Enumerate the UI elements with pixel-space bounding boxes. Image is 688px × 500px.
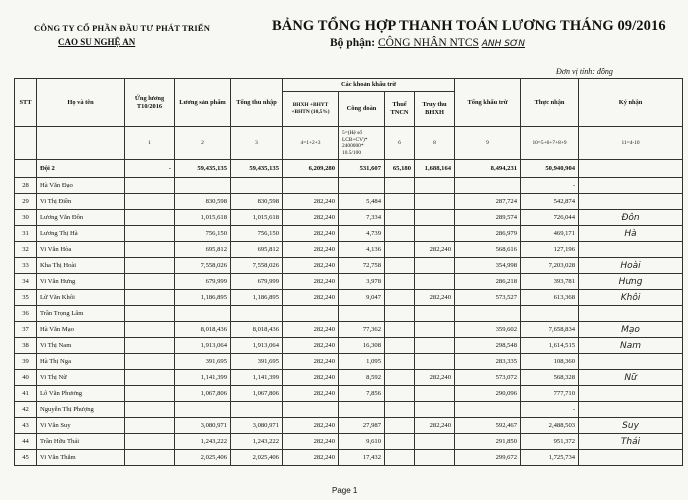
collect-bhxh-value	[415, 434, 455, 450]
signature: Đôn	[579, 210, 683, 226]
collect-bhxh-value	[415, 194, 455, 210]
header-product-salary: Lương sản phẩm	[175, 79, 231, 127]
header-collect-bhxh: Truy thu BHXH	[415, 92, 455, 127]
tax-value	[385, 370, 415, 386]
employee-name: Hà Thị Nga	[37, 354, 125, 370]
total-income-value: 830,598	[231, 194, 283, 210]
index-cell: 6	[385, 127, 415, 160]
total-deduct-value	[455, 178, 521, 194]
union-value: 9,047	[339, 290, 385, 306]
collect-bhxh-value	[415, 386, 455, 402]
product-salary-value: 1,141,399	[175, 370, 231, 386]
page-number: Page 1	[332, 486, 358, 495]
tax-value	[385, 322, 415, 338]
advance-value	[125, 322, 175, 338]
signature	[579, 386, 683, 402]
header-total-income: Tổng thu nhập	[231, 79, 283, 127]
total-income-value: 3,080,971	[231, 418, 283, 434]
row-stt: 43	[15, 418, 37, 434]
employee-name: Vi Văn Hòa	[37, 242, 125, 258]
insurance-value: 282,240	[283, 242, 339, 258]
signature: Hưng	[579, 274, 683, 290]
table-row	[15, 290, 683, 306]
total-deduct-value: 592,467	[455, 418, 521, 434]
tax-value	[385, 338, 415, 354]
currency-unit: Đơn vị tính: đồng	[556, 67, 613, 76]
net-value: 726,044	[521, 210, 579, 226]
advance-value	[125, 370, 175, 386]
table-row	[15, 258, 683, 274]
header-advance: Ứng lương T10/2016	[125, 79, 175, 127]
employee-name: Vi Văn Suy	[37, 418, 125, 434]
collect-bhxh-value: 282,240	[415, 290, 455, 306]
insurance-value: 282,240	[283, 194, 339, 210]
employee-name: Hà Văn Đạo	[37, 178, 125, 194]
row-stt: 40	[15, 370, 37, 386]
row-stt: 35	[15, 290, 37, 306]
row-stt: 44	[15, 434, 37, 450]
total-income-value: 679,999	[231, 274, 283, 290]
employee-name: Lương Văn Đôn	[37, 210, 125, 226]
total-deduct-value: 298,548	[455, 338, 521, 354]
team-total-row	[15, 160, 683, 178]
department-label: Bộ phận:	[330, 37, 376, 49]
advance-value	[125, 418, 175, 434]
total-deduct-value	[455, 306, 521, 322]
table-row	[15, 242, 683, 258]
employee-name: Vi Thị Nam	[37, 338, 125, 354]
advance-value	[125, 226, 175, 242]
advance-value	[125, 290, 175, 306]
union-value: 5,484	[339, 194, 385, 210]
index-cell	[37, 127, 125, 160]
row-stt: 41	[15, 386, 37, 402]
total-income-value: 695,812	[231, 242, 283, 258]
union-value: 16,308	[339, 338, 385, 354]
advance-value	[125, 306, 175, 322]
total-deduct-value: 291,850	[455, 434, 521, 450]
product-salary-value: 2,025,406	[175, 450, 231, 466]
total-income-value: 1,015,618	[231, 210, 283, 226]
advance-value	[125, 386, 175, 402]
union-value: 7,856	[339, 386, 385, 402]
product-salary-value	[175, 178, 231, 194]
product-salary-value: 391,695	[175, 354, 231, 370]
insurance-value: 282,240	[283, 290, 339, 306]
advance-value	[125, 178, 175, 194]
advance-value	[125, 274, 175, 290]
tax-value	[385, 418, 415, 434]
row-stt: 30	[15, 210, 37, 226]
total-income-value: 1,243,222	[231, 434, 283, 450]
signature	[579, 450, 683, 466]
product-salary-value: 1,243,222	[175, 434, 231, 450]
employee-name: Lô Văn Phương	[37, 386, 125, 402]
total-deduct-value: 289,574	[455, 210, 521, 226]
insurance-value	[283, 402, 339, 418]
advance-value	[125, 338, 175, 354]
total-income-value: 756,150	[231, 226, 283, 242]
document-title: BẢNG TỔNG HỢP THANH TOÁN LƯƠNG THÁNG 09/2016	[272, 18, 666, 34]
tax-value	[385, 258, 415, 274]
row-stt: 32	[15, 242, 37, 258]
index-cell: 2	[175, 127, 231, 160]
insurance-value: 282,240	[283, 386, 339, 402]
tax-value	[385, 306, 415, 322]
union-value: 1,095	[339, 354, 385, 370]
table-row	[15, 418, 683, 434]
employee-name: Trần Hữu Thái	[37, 434, 125, 450]
employee-name: Lữ Văn Khôi	[37, 290, 125, 306]
table-row	[15, 386, 683, 402]
total-net: 50,940,904	[521, 160, 579, 178]
tax-value	[385, 354, 415, 370]
row-stt: 39	[15, 354, 37, 370]
product-salary-value: 1,186,895	[175, 290, 231, 306]
product-salary-value: 1,067,806	[175, 386, 231, 402]
employee-name: Vi Văn Thắm	[37, 450, 125, 466]
total-income-value: 8,018,436	[231, 322, 283, 338]
row-stt: 33	[15, 258, 37, 274]
union-value: 9,610	[339, 434, 385, 450]
product-salary-value: 695,812	[175, 242, 231, 258]
total-deduct-value: 568,616	[455, 242, 521, 258]
advance-value	[125, 258, 175, 274]
net-value: 7,658,834	[521, 322, 579, 338]
header-name: Họ và tên	[37, 79, 125, 127]
insurance-value: 282,240	[283, 354, 339, 370]
total-income-value: 2,025,406	[231, 450, 283, 466]
signature	[579, 178, 683, 194]
total-deduct-value: 283,335	[455, 354, 521, 370]
total-collect: 1,688,164	[415, 160, 455, 178]
tax-value	[385, 434, 415, 450]
tax-value	[385, 450, 415, 466]
total-income: 59,435,135	[231, 160, 283, 178]
row-stt: 28	[15, 178, 37, 194]
collect-bhxh-value	[415, 306, 455, 322]
advance-value	[125, 242, 175, 258]
collect-bhxh-value	[415, 338, 455, 354]
advance-value	[125, 210, 175, 226]
index-cell: 5=(Hệ số LCB+CV)* 2400000* 10.5/100	[339, 127, 385, 160]
product-salary-value: 679,999	[175, 274, 231, 290]
net-value: 1,614,515	[521, 338, 579, 354]
insurance-value: 282,240	[283, 258, 339, 274]
total-deduct-value: 354,998	[455, 258, 521, 274]
net-value: 1,725,734	[521, 450, 579, 466]
signature: Khôi	[579, 290, 683, 306]
total-deduct-value: 573,527	[455, 290, 521, 306]
signature: Hà	[579, 226, 683, 242]
total-income-value	[231, 178, 283, 194]
row-stt: 42	[15, 402, 37, 418]
net-value: 777,710	[521, 386, 579, 402]
union-value	[339, 178, 385, 194]
total-deduct: 8,494,231	[455, 160, 521, 178]
advance-value	[125, 434, 175, 450]
row-stt: 45	[15, 450, 37, 466]
table-row	[15, 338, 683, 354]
insurance-value: 282,240	[283, 322, 339, 338]
net-value: -	[521, 178, 579, 194]
collect-bhxh-value	[415, 450, 455, 466]
header-tax: Thuế TNCN	[385, 92, 415, 127]
signature: Hoài	[579, 258, 683, 274]
row-stt: 38	[15, 338, 37, 354]
header-net: Thực nhận	[521, 79, 579, 127]
tax-value	[385, 274, 415, 290]
payroll-table	[14, 78, 683, 466]
total-deduct-value: 290,096	[455, 386, 521, 402]
table-row	[15, 306, 683, 322]
index-cell	[15, 127, 37, 160]
insurance-value: 282,240	[283, 338, 339, 354]
signature	[579, 306, 683, 322]
employee-name: Nguyễn Thị Phượng	[37, 402, 125, 418]
net-value: 108,360	[521, 354, 579, 370]
total-deduct-value: 286,218	[455, 274, 521, 290]
header-stt: STT	[15, 79, 37, 127]
index-cell: 8	[415, 127, 455, 160]
total-insurance: 6,209,280	[283, 160, 339, 178]
collect-bhxh-value	[415, 210, 455, 226]
total-deduct-value: 286,979	[455, 226, 521, 242]
total-deduct-value: 287,724	[455, 194, 521, 210]
union-value: 27,987	[339, 418, 385, 434]
subcompany-name: CAO SU NGHỆ AN	[58, 37, 136, 47]
union-value: 77,362	[339, 322, 385, 338]
signature: Mạo	[579, 322, 683, 338]
employee-name: Hà Văn Mạo	[37, 322, 125, 338]
product-salary-value	[175, 402, 231, 418]
total-deduct-value: 573,072	[455, 370, 521, 386]
insurance-value: 282,240	[283, 418, 339, 434]
net-value: 469,171	[521, 226, 579, 242]
total-deduct-value: 299,672	[455, 450, 521, 466]
signature	[579, 194, 683, 210]
table-row	[15, 226, 683, 242]
product-salary-value: 1,913,064	[175, 338, 231, 354]
signature	[579, 242, 683, 258]
total-income-value: 391,695	[231, 354, 283, 370]
total-income-value: 1,186,895	[231, 290, 283, 306]
net-value	[521, 306, 579, 322]
total-advance: -	[125, 160, 175, 178]
index-cell: 4=1+2+3	[283, 127, 339, 160]
header-union: Công đoàn	[339, 92, 385, 127]
collect-bhxh-value	[415, 322, 455, 338]
signature: Suy	[579, 418, 683, 434]
header-total-deduct: Tổng khấu trừ	[455, 79, 521, 127]
net-value: 393,781	[521, 274, 579, 290]
department-value: CÔNG NHÂN NTCS	[377, 37, 479, 49]
tax-value	[385, 386, 415, 402]
insurance-value	[283, 178, 339, 194]
table-row	[15, 210, 683, 226]
union-value: 17,432	[339, 450, 385, 466]
net-value: 542,874	[521, 194, 579, 210]
total-income-value	[231, 402, 283, 418]
insurance-value: 282,240	[283, 210, 339, 226]
employee-name: Lương Thị Hà	[37, 226, 125, 242]
company-name: CÔNG TY CỔ PHẦN ĐẦU TƯ PHÁT TRIỂN	[34, 23, 211, 33]
collect-bhxh-value	[415, 258, 455, 274]
collect-bhxh-value	[415, 354, 455, 370]
table-row	[15, 434, 683, 450]
row-stt: 29	[15, 194, 37, 210]
employee-name: Kha Thị Hoài	[37, 258, 125, 274]
total-income-value: 1,141,399	[231, 370, 283, 386]
total-income-value: 7,558,026	[231, 258, 283, 274]
collect-bhxh-value	[415, 274, 455, 290]
union-value: 4,136	[339, 242, 385, 258]
advance-value	[125, 450, 175, 466]
table-row	[15, 402, 683, 418]
collect-bhxh-value	[415, 402, 455, 418]
employee-name: Trần Trọng Lâm	[37, 306, 125, 322]
advance-value	[125, 354, 175, 370]
product-salary-value	[175, 306, 231, 322]
tax-value	[385, 226, 415, 242]
header-deductions: Các khoản khấu trừ	[283, 79, 455, 92]
index-cell: 1	[125, 127, 175, 160]
tax-value	[385, 178, 415, 194]
collect-bhxh-value: 282,240	[415, 418, 455, 434]
row-stt: 37	[15, 322, 37, 338]
row-stt: 31	[15, 226, 37, 242]
net-value: -	[521, 402, 579, 418]
product-salary-value: 756,150	[175, 226, 231, 242]
collect-bhxh-value: 282,240	[415, 242, 455, 258]
advance-value	[125, 194, 175, 210]
tax-value	[385, 210, 415, 226]
signature	[579, 354, 683, 370]
product-salary-value: 1,015,618	[175, 210, 231, 226]
net-value: 951,372	[521, 434, 579, 450]
signature: Nam	[579, 338, 683, 354]
total-deduct-value: 359,602	[455, 322, 521, 338]
table-row	[15, 354, 683, 370]
table-row	[15, 178, 683, 194]
index-cell: 10=5+6+7+8+9	[521, 127, 579, 160]
department-line	[330, 37, 525, 49]
insurance-value	[283, 306, 339, 322]
product-salary-value: 8,018,436	[175, 322, 231, 338]
insurance-value: 282,240	[283, 274, 339, 290]
net-value: 568,328	[521, 370, 579, 386]
collect-bhxh-value: 282,240	[415, 370, 455, 386]
net-value: 613,368	[521, 290, 579, 306]
row-stt: 36	[15, 306, 37, 322]
employee-name: Vi Thị Nữ	[37, 370, 125, 386]
total-product-salary: 59,435,135	[175, 160, 231, 178]
tax-value	[385, 402, 415, 418]
header-insurance: BHXH +BHYT +BHTN (10,5%)	[283, 92, 339, 127]
product-salary-value: 3,080,971	[175, 418, 231, 434]
total-income-value: 1,067,806	[231, 386, 283, 402]
signature	[579, 402, 683, 418]
union-value: 8,592	[339, 370, 385, 386]
collect-bhxh-value	[415, 226, 455, 242]
team-label: Đội 2	[37, 160, 125, 178]
total-stt	[15, 160, 37, 178]
employee-name: Vi Thị Điền	[37, 194, 125, 210]
table-row	[15, 370, 683, 386]
table-row	[15, 274, 683, 290]
table-row	[15, 322, 683, 338]
collect-bhxh-value	[415, 178, 455, 194]
net-value: 7,203,028	[521, 258, 579, 274]
product-salary-value: 830,598	[175, 194, 231, 210]
union-value	[339, 306, 385, 322]
index-cell: 3	[231, 127, 283, 160]
insurance-value: 282,240	[283, 370, 339, 386]
union-value: 72,758	[339, 258, 385, 274]
product-salary-value: 7,558,026	[175, 258, 231, 274]
union-value: 4,739	[339, 226, 385, 242]
employee-name: Vi Văn Hưng	[37, 274, 125, 290]
total-deduct-value	[455, 402, 521, 418]
index-cell: 9	[455, 127, 521, 160]
insurance-value: 282,240	[283, 434, 339, 450]
advance-value	[125, 402, 175, 418]
insurance-value: 282,240	[283, 226, 339, 242]
net-value: 127,196	[521, 242, 579, 258]
table-row	[15, 194, 683, 210]
index-row	[15, 127, 683, 160]
total-union: 531,607	[339, 160, 385, 178]
department-handwritten: ANH SƠN	[481, 39, 525, 49]
total-income-value: 1,913,064	[231, 338, 283, 354]
header-sign: Ký nhận	[579, 79, 683, 127]
table-row	[15, 450, 683, 466]
union-value	[339, 402, 385, 418]
total-tax: 65,180	[385, 160, 415, 178]
union-value: 3,978	[339, 274, 385, 290]
insurance-value: 282,240	[283, 450, 339, 466]
index-cell: 11=4-10	[579, 127, 683, 160]
tax-value	[385, 290, 415, 306]
net-value: 2,488,503	[521, 418, 579, 434]
signature: Nữ	[579, 370, 683, 386]
tax-value	[385, 242, 415, 258]
signature: Thái	[579, 434, 683, 450]
union-value: 7,334	[339, 210, 385, 226]
total-sign	[579, 160, 683, 178]
total-income-value	[231, 306, 283, 322]
row-stt: 34	[15, 274, 37, 290]
tax-value	[385, 194, 415, 210]
